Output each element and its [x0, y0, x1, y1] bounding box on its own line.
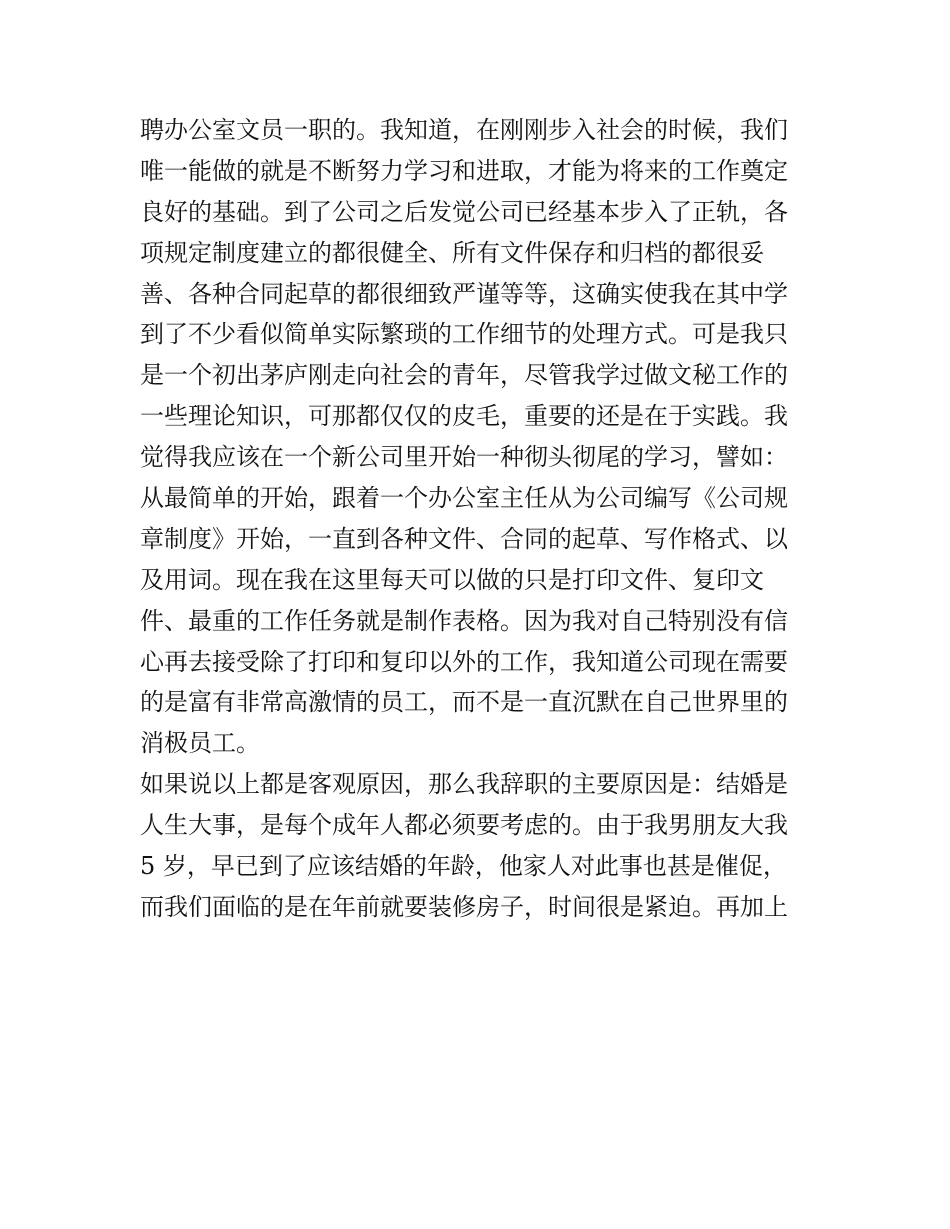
text-line: 如果说以上都是客观原因，那么我辞职的主要原因是：结婚是 — [140, 770, 788, 799]
text-line: 心再去接受除了打印和复印以外的工作，我知道公司现在需要 — [140, 647, 788, 676]
text-line: 而我们面临的是在年前就要装修房子，时间很是紧迫。再加上 — [140, 892, 788, 921]
text-line: 一些理论知识，可那都仅仅的皮毛，重要的还是在于实践。我 — [140, 402, 788, 431]
text-line: 觉得我应该在一个新公司里开始一种彻头彻尾的学习，譬如： — [140, 443, 788, 472]
text-line: 项规定制度建立的都很健全、所有文件保存和归档的都很妥 — [140, 238, 764, 267]
text-line: 从最简单的开始，跟着一个办公室主任从为公司编写《公司规 — [140, 484, 788, 513]
text-line: 人生大事，是每个成年人都必须要考虑的。由于我男朋友大我 — [140, 811, 788, 840]
text-line: 是一个初出茅庐刚走向社会的青年，尽管我学过做文秘工作的 — [140, 361, 788, 390]
text-line: 消极员工。 — [140, 729, 260, 758]
document-body — [140, 110, 820, 928]
text-line: 到了不少看似简单实际繁琐的工作细节的处理方式。可是我只 — [140, 320, 788, 349]
text-line: 唯一能做的就是不断努力学习和进取，才能为将来的工作奠定 — [140, 156, 788, 185]
text-line: 良好的基础。到了公司之后发觉公司已经基本步入了正轨，各 — [140, 197, 788, 226]
text-line: 章制度》开始，一直到各种文件、合同的起草、写作格式、以 — [140, 524, 788, 553]
text-line: 件、最重的工作任务就是制作表格。因为我对自己特别没有信 — [140, 606, 788, 635]
text-line: 5 岁，早已到了应该结婚的年龄，他家人对此事也甚是催促， — [140, 852, 787, 881]
text-line: 的是富有非常高激情的员工，而不是一直沉默在自己世界里的 — [140, 688, 788, 717]
text-line: 及用词。现在我在这里每天可以做的只是打印文件、复印文 — [140, 565, 764, 594]
text-line: 善、各种合同起草的都很细致严谨等等，这确实使我在其中学 — [140, 279, 788, 308]
text-line: 聘办公室文员一职的。我知道，在刚刚步入社会的时候，我们 — [140, 116, 788, 144]
